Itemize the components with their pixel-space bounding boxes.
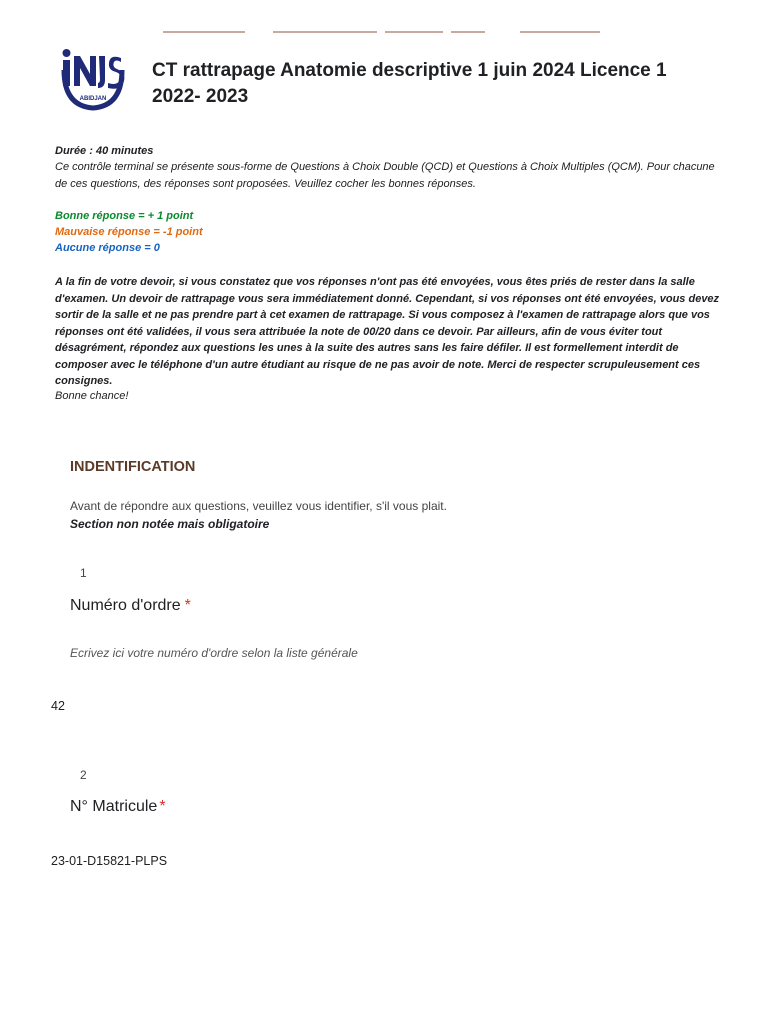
section-description (70, 497, 447, 533)
section-description-text: Avant de répondre aux questions, veuillez vous identifier, s'il vous plait. (70, 499, 447, 513)
form-rules: A la fin de votre devoir, si vous constatez que vos réponses n'ont pas été envoyées, vous êtes priés de rester dans la salle d'examen. Un devoir de rattrapage vous sera immédiatement donné. Cependant, si vos réponses ont été envoyées, vous devez sortir de la salle et ne pas prendre part à cet examen de rattrapage. Si vous composez à l'examen de rattrapage alors que vos réponses ont été validées, il vous sera attribuée la note de 00/20 dans ce devoir. Par ailleurs, afin de vous éviter tout désagrément, répondez aux questions les unes à la suite des autres sans les faire défiler. Il est formellement interdit de composer avec le téléphone d'un autre étudiant au risque de ne pas avoir de note. Merci de respecter scrupuleusement ces consignes. (55, 276, 720, 387)
injs-logo (58, 46, 128, 112)
answer-numero-ordre[interactable]: 42 (51, 699, 65, 713)
scoring-good: Bonne réponse = + 1 point (55, 210, 194, 222)
section-title: INDENTIFICATION (70, 459, 196, 475)
question-help-text: Ecrivez ici votre numéro d'ordre selon la liste générale (70, 646, 358, 660)
question-label-matricule: N° Matricule * (70, 798, 166, 815)
section-note: Section non notée mais obligatoire (70, 517, 270, 531)
scoring-none: Aucune réponse = 0 (55, 242, 160, 254)
required-asterisk: * (159, 798, 166, 815)
form-intro: Ce contrôle terminal se présente sous-forme de Questions à Choix Double (QCD) et Questions à Choix Multiples (QCM). Pour chacune de ces questions, des réponses sont proposées. Veuillez cocher les bonnes réponses. (55, 161, 715, 190)
required-asterisk: * (184, 597, 191, 614)
answer-matricule[interactable]: 23-01-D15821-PLPS (51, 854, 168, 868)
question-label-numero-ordre: Numéro d'ordre * (70, 597, 191, 614)
logo-city-text: ABIDJAN (79, 96, 107, 102)
form-closing: Bonne chance! (55, 390, 129, 402)
question-number: 1 (80, 566, 87, 580)
top-decorative-strip (0, 31, 768, 35)
question-number: 2 (80, 768, 87, 782)
scoring-bad: Mauvaise réponse = -1 point (55, 226, 203, 238)
form-title: CT rattrapage Anatomie descriptive 1 juin 2024 Licence 1 2022- 2023 (152, 60, 667, 107)
form-duration: Durée : 40 minutes (55, 145, 154, 157)
